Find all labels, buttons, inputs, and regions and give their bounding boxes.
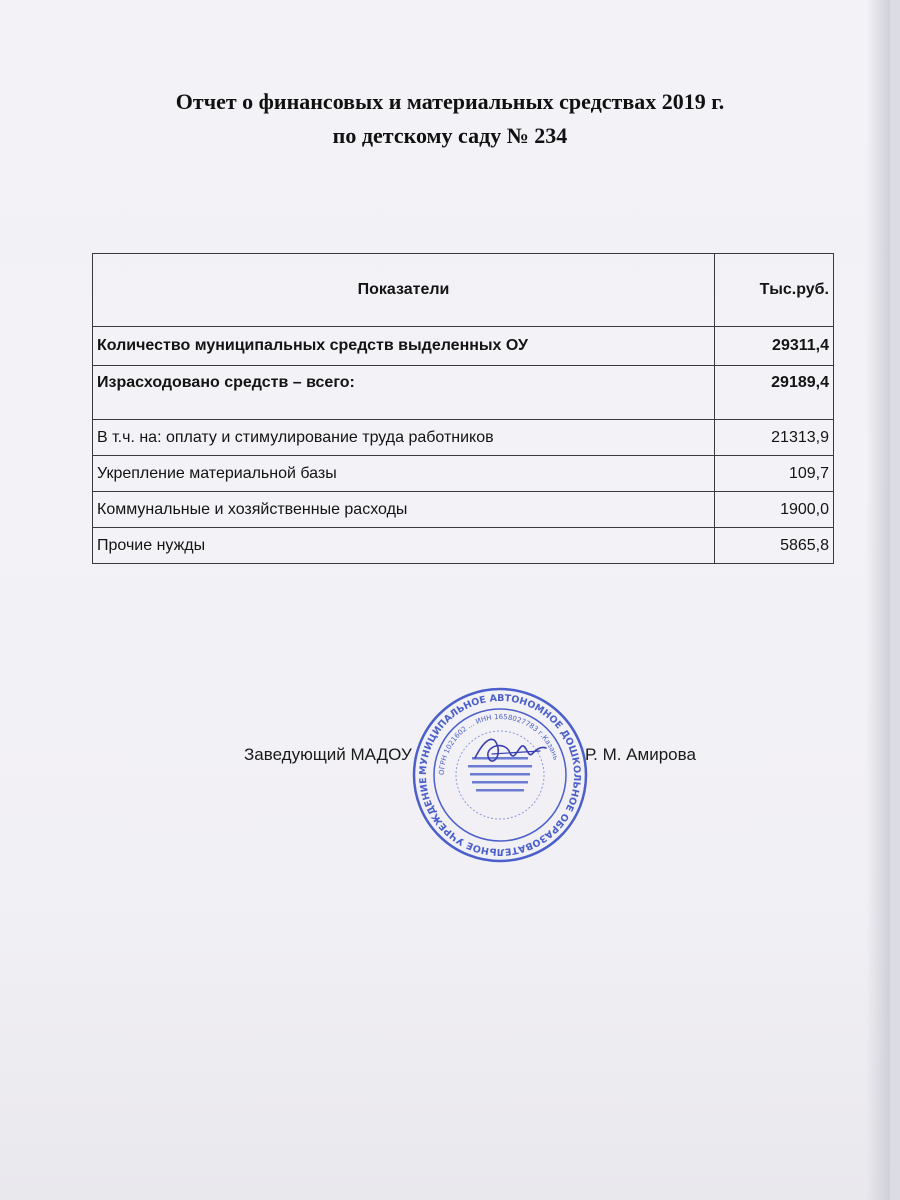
row-value: 29311,4	[715, 327, 834, 366]
table-row	[93, 420, 834, 456]
row-label: Израсходовано средств – всего:	[93, 366, 715, 420]
stamp-outer-text: МУНИЦИПАЛЬНОЕ АВТОНОМНОЕ ДОШКОЛЬНОЕ ОБРАЗОВАТЕЛЬНОЕ УЧРЕЖДЕНИЕ	[417, 692, 583, 858]
table-row	[93, 327, 834, 366]
table-row	[93, 528, 834, 564]
sheet-edge	[866, 0, 890, 1200]
row-value: 29189,4	[715, 366, 834, 420]
table-row	[93, 366, 834, 420]
row-value: 1900,0	[715, 492, 834, 528]
handwritten-signature-icon	[470, 728, 550, 778]
row-label: Коммунальные и хозяйственные расходы	[93, 492, 715, 528]
signer-position: Заведующий МАДОУ	[244, 745, 412, 764]
row-value: 5865,8	[715, 528, 834, 564]
table-row	[93, 456, 834, 492]
row-label: Укрепление материальной базы	[93, 456, 715, 492]
row-label: Прочие нужды	[93, 528, 715, 564]
title-line-2: по детскому саду № 234	[332, 123, 568, 148]
row-value: 109,7	[715, 456, 834, 492]
header-thousand-rubles: Тыс.руб.	[715, 254, 834, 327]
row-value: 21313,9	[715, 420, 834, 456]
signer-name: Р. М. Амирова	[585, 745, 696, 764]
header-indicators: Показатели	[93, 254, 715, 327]
title-line-1: Отчет о финансовых и материальных средствах 2019 г.	[175, 89, 725, 114]
table-header-row	[93, 254, 834, 327]
document-title	[0, 85, 900, 153]
table-row	[93, 492, 834, 528]
stamp-inner-text: ОГРН 1021602 ... ИНН 1658027783 г.Казань	[437, 712, 560, 776]
row-label: Количество муниципальных средств выделенных ОУ	[93, 327, 715, 366]
row-label: В т.ч. на: оплату и стимулирование труда работников	[93, 420, 715, 456]
report-table	[92, 253, 834, 564]
